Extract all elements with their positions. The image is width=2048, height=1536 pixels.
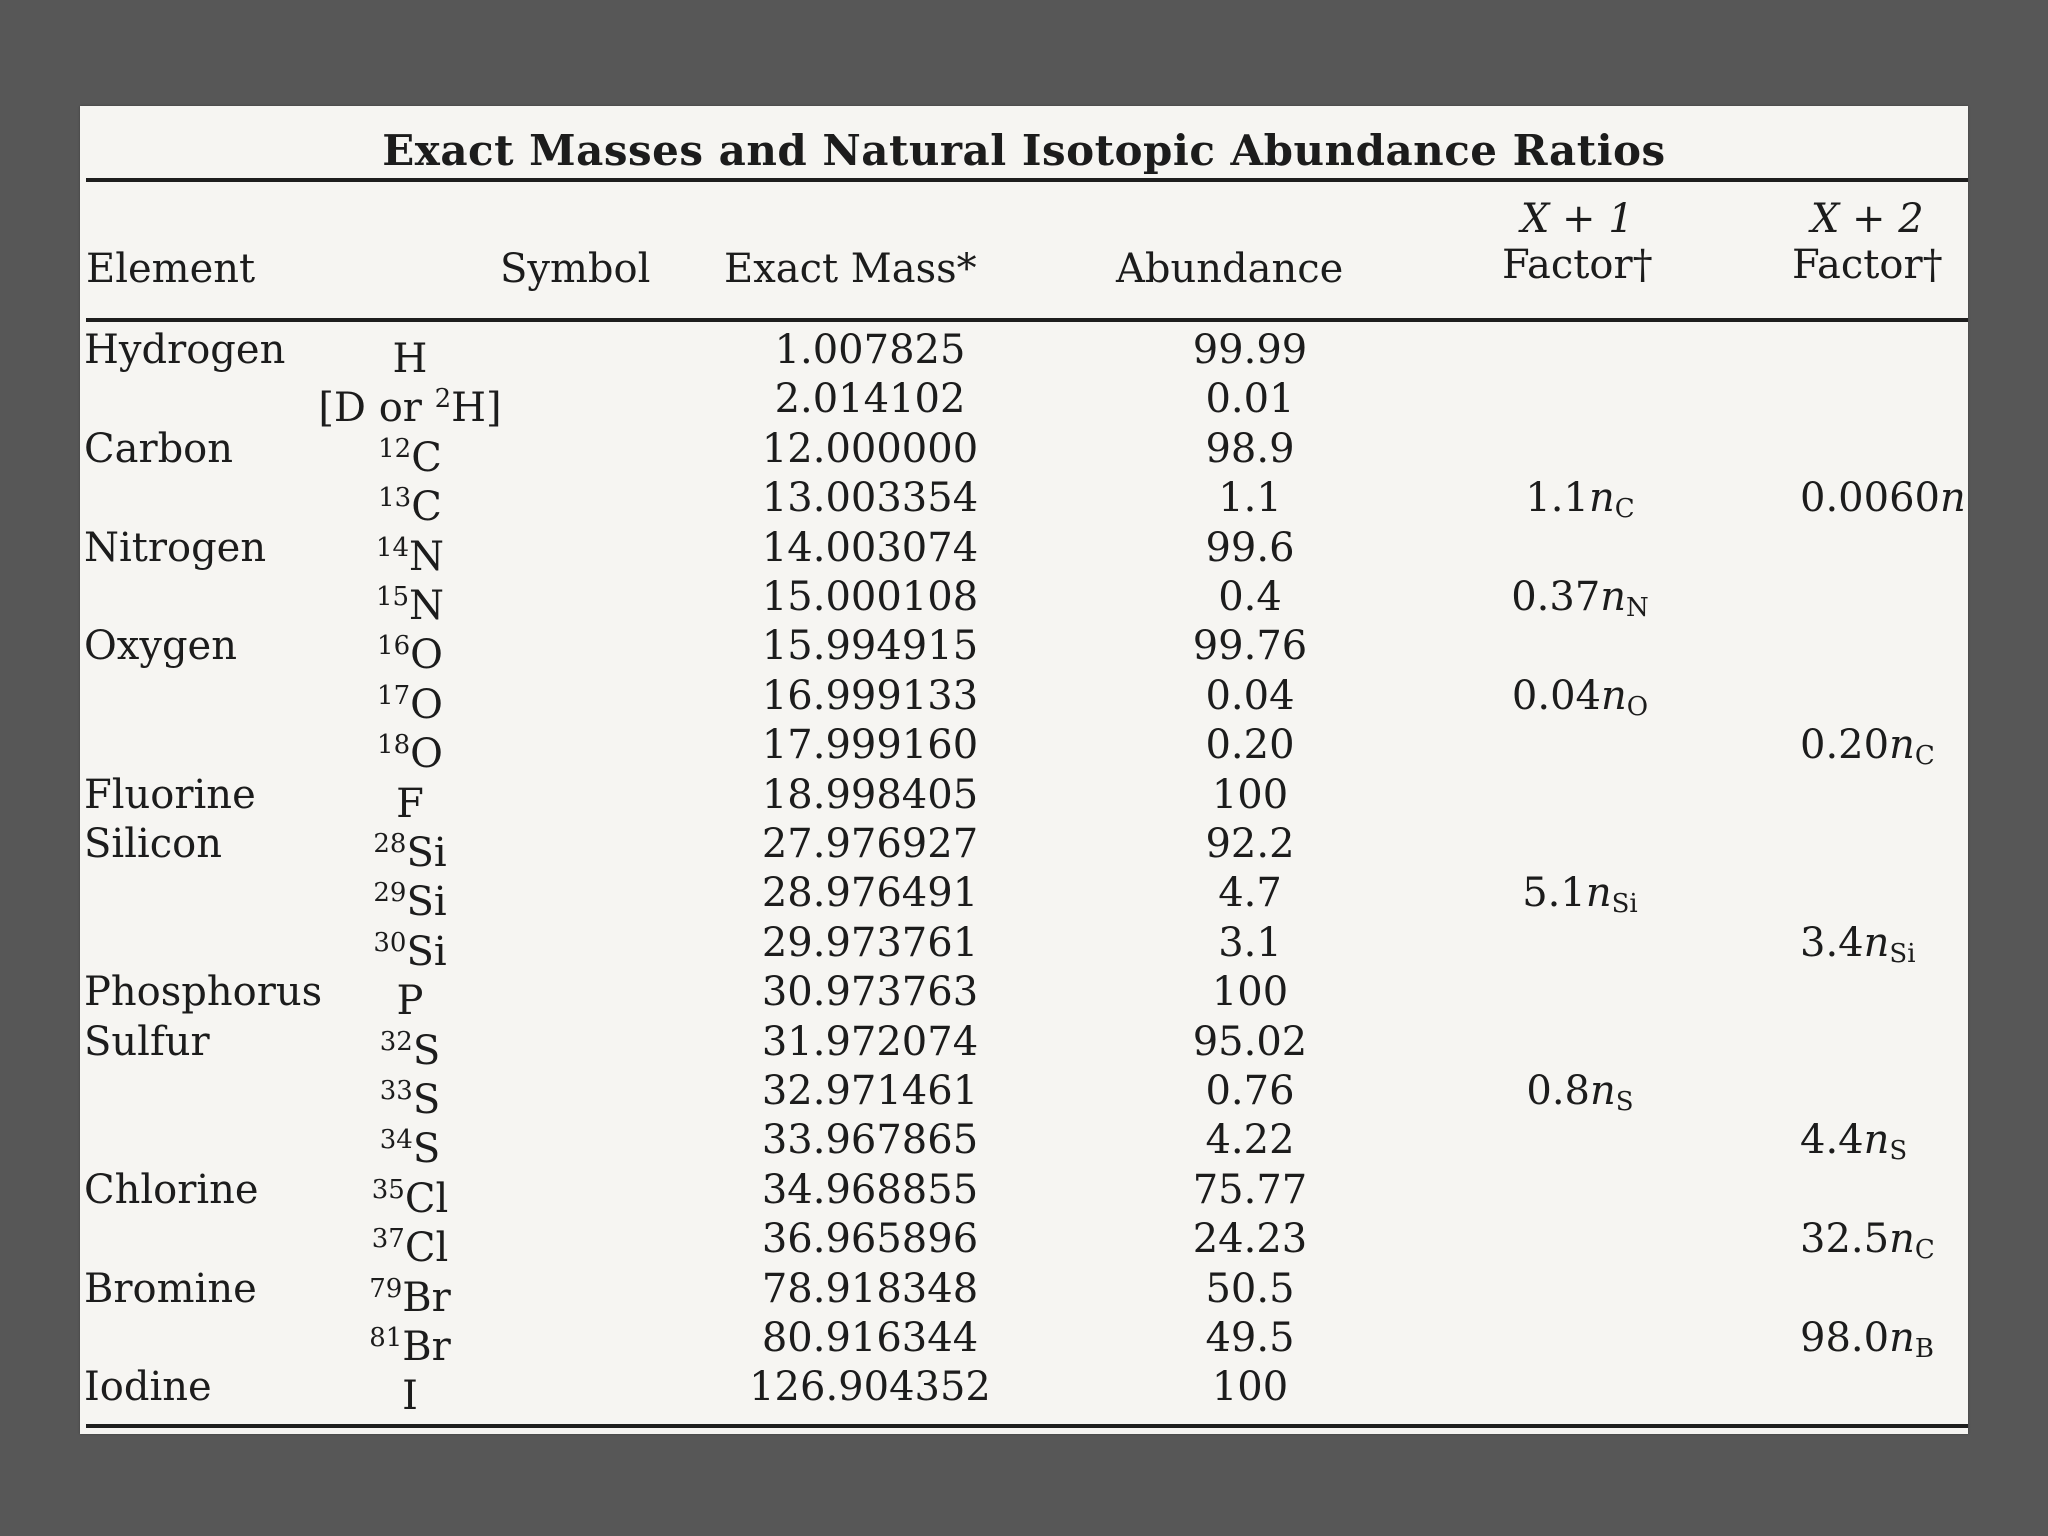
header-x2-top: X + 2 — [1810, 196, 1924, 242]
x2-coefficient: 3.4 — [1800, 919, 1864, 966]
mass-number: 18 — [377, 730, 411, 761]
mass-number: 33 — [379, 1076, 413, 1106]
abundance: 99.6 — [1205, 524, 1295, 571]
x2-coefficient: 32.5 — [1800, 1216, 1890, 1263]
symbol-main: S — [412, 1027, 441, 1074]
abundance: 0.20 — [1205, 722, 1295, 769]
table-row — [80, 326, 1968, 382]
table-row — [80, 573, 1968, 629]
symbol-main: S — [412, 1126, 441, 1173]
header-element: Element — [86, 246, 256, 292]
header-x2-factor — [1792, 196, 1943, 288]
table-title: Exact Masses and Natural Isotopic Abundance Ratios — [382, 126, 1666, 175]
x1-n: n — [1600, 672, 1627, 719]
header-x1-bottom: Factor† — [1502, 242, 1653, 288]
exact-mass: 13.003354 — [761, 475, 979, 522]
element-name: Carbon — [84, 425, 234, 472]
table-row — [80, 1166, 1968, 1222]
mass-number: 37 — [371, 1224, 405, 1255]
abundance: 50.5 — [1205, 1265, 1295, 1312]
x2-subscript: C — [1914, 741, 1935, 772]
abundance: 75.77 — [1192, 1166, 1308, 1213]
mass-number: 15 — [375, 582, 410, 612]
table-row — [80, 869, 1968, 926]
mass-number: 34 — [379, 1125, 413, 1156]
mass-number: 14 — [375, 532, 410, 563]
bottom-rule — [86, 1424, 1968, 1428]
table-row — [80, 1314, 1968, 1370]
header-exact-mass: Exact Mass* — [724, 246, 977, 292]
header-x1-top: X + 1 — [1520, 196, 1634, 242]
exact-mass: 29.973761 — [761, 919, 979, 966]
mass-number: 13 — [378, 483, 412, 514]
symbol-main: I — [402, 1373, 418, 1420]
x2-subscript: B — [1914, 1334, 1934, 1364]
table-row — [80, 1215, 1968, 1272]
mass-number: 12 — [378, 433, 412, 464]
table-row — [80, 771, 1968, 827]
abundance: 4.7 — [1218, 870, 1282, 917]
table-row — [80, 820, 1968, 876]
mass-number: 35 — [371, 1174, 405, 1205]
element-name: Phosphorus — [84, 969, 323, 1016]
symbol-main: Cl — [404, 1175, 449, 1222]
exact-mass: 14.003074 — [761, 524, 979, 571]
x1-n: n — [1588, 475, 1615, 522]
exact-mass: 2.014102 — [774, 376, 966, 423]
exact-mass: 1.007825 — [774, 327, 966, 373]
element-name: Chlorine — [84, 1166, 259, 1213]
x1-subscript: S — [1615, 1087, 1634, 1117]
symbol-main: Si — [406, 830, 447, 876]
symbol-main: O — [410, 681, 443, 728]
x1-n: n — [1585, 870, 1612, 917]
mass-number: 30 — [373, 927, 407, 958]
document-page — [80, 106, 1968, 1434]
x1-subscript: C — [1614, 494, 1635, 525]
table-row — [80, 1363, 1968, 1420]
table-row — [80, 919, 1968, 975]
symbol-main: Cl — [404, 1225, 449, 1272]
x2-coefficient: 0.0060 — [1800, 475, 1940, 522]
abundance: 95.02 — [1192, 1018, 1308, 1065]
x1-n: n — [1600, 574, 1627, 620]
table-row — [80, 721, 1968, 778]
symbol-main: Si — [406, 879, 447, 926]
x2-n: n — [1863, 919, 1890, 966]
x1-subscript: Si — [1611, 889, 1638, 920]
x2-subscript: S — [1889, 1136, 1908, 1167]
x1-coefficient: 0.8 — [1526, 1068, 1591, 1114]
symbol-main: P — [396, 978, 424, 1025]
exact-mass: 15.994915 — [761, 623, 979, 670]
symbol-main: H — [392, 336, 428, 382]
x2-n: n — [1889, 1315, 1915, 1361]
x2-coefficient: 98.0 — [1800, 1315, 1890, 1361]
mass-number: 16 — [377, 631, 411, 662]
element-name: Bromine — [84, 1265, 257, 1312]
header-abundance: Abundance — [1116, 246, 1344, 292]
table-row — [80, 968, 1968, 1025]
x1-n: n — [1590, 1068, 1616, 1114]
abundance: 0.4 — [1218, 574, 1282, 620]
abundance: 99.76 — [1192, 623, 1308, 670]
table-row — [80, 524, 1968, 580]
x1-coefficient: 1.1 — [1525, 475, 1589, 522]
mass-number: 17 — [377, 680, 411, 711]
element-name: Hydrogen — [84, 327, 286, 373]
abundance: 0.76 — [1205, 1068, 1295, 1114]
symbol-main: O — [410, 731, 443, 778]
abundance: 92.2 — [1205, 821, 1295, 867]
exact-mass: 31.972074 — [761, 1018, 979, 1065]
mass-number: 2 — [434, 384, 452, 415]
header-symbol: Symbol — [500, 246, 651, 292]
table-row — [80, 1116, 1968, 1173]
exact-mass: 12.000000 — [761, 425, 979, 472]
exact-mass: 36.965896 — [761, 1216, 979, 1263]
x2-n: n — [1863, 1117, 1890, 1164]
isotope-symbol — [230, 1363, 590, 1421]
x2-n: n — [1889, 722, 1915, 769]
table-row — [80, 425, 1968, 481]
exact-mass: 28.976491 — [761, 870, 979, 917]
symbol-main: N — [409, 533, 445, 580]
x2-coefficient: 4.4 — [1800, 1117, 1864, 1164]
symbol-main: H] — [451, 385, 502, 432]
x1-coefficient: 5.1 — [1522, 870, 1586, 917]
table-row — [80, 672, 1968, 728]
element-name: Iodine — [84, 1364, 212, 1411]
abundance: 100 — [1211, 771, 1289, 818]
abundance: 49.5 — [1205, 1315, 1295, 1361]
table-row — [80, 1067, 1968, 1123]
x1-coefficient: 0.04 — [1511, 672, 1601, 719]
symbol-main: N — [409, 583, 445, 629]
x2-n: n — [1889, 1216, 1915, 1263]
exact-mass: 126.904352 — [749, 1364, 991, 1411]
header-rule — [86, 318, 1968, 322]
x1-subscript: O — [1626, 691, 1649, 722]
exact-mass: 15.000108 — [761, 574, 979, 620]
symbol-main: C — [411, 434, 442, 481]
exact-mass: 34.968855 — [761, 1166, 979, 1213]
exact-mass: 33.967865 — [761, 1117, 979, 1164]
abundance: 99.99 — [1192, 327, 1308, 373]
abundance: 0.01 — [1205, 376, 1295, 423]
table-row — [80, 1018, 1968, 1074]
exact-mass: 17.999160 — [761, 722, 979, 769]
exact-mass: 18.998405 — [761, 771, 979, 818]
mass-number: 29 — [373, 878, 407, 909]
top-rule — [86, 178, 1968, 182]
abundance: 1.1 — [1218, 475, 1282, 522]
x2-subscript: Si — [1889, 938, 1916, 969]
table-row — [80, 474, 1968, 531]
header-x2-bottom: Factor† — [1792, 242, 1943, 288]
x1-subscript: N — [1626, 593, 1649, 623]
table-row — [80, 1265, 1968, 1321]
abundance: 98.9 — [1205, 425, 1295, 472]
mass-number: 79 — [369, 1273, 403, 1304]
symbol-main: C — [411, 484, 442, 531]
abundance: 3.1 — [1218, 919, 1282, 966]
element-name: Oxygen — [84, 623, 237, 670]
element-name: Fluorine — [84, 771, 256, 818]
symbol-prefix: [D or — [318, 385, 435, 432]
table-row — [80, 375, 1968, 432]
symbol-main: Br — [402, 1274, 451, 1321]
element-name: Sulfur — [84, 1018, 210, 1065]
abundance: 100 — [1211, 969, 1289, 1016]
x2-n: n — [1939, 475, 1966, 522]
abundance: 24.23 — [1192, 1216, 1308, 1263]
exact-mass: 27.976927 — [761, 821, 979, 867]
symbol-main: O — [410, 632, 443, 679]
symbol-main: Si — [406, 928, 447, 975]
symbol-main: S — [412, 1077, 441, 1123]
x2-coefficient: 0.20 — [1800, 722, 1890, 769]
exact-mass: 30.973763 — [761, 969, 979, 1016]
x2-subscript: C — [1914, 1235, 1935, 1266]
x1-coefficient: 0.37 — [1511, 574, 1601, 620]
exact-mass: 78.918348 — [761, 1265, 979, 1312]
exact-mass: 16.999133 — [761, 672, 979, 719]
element-name: Silicon — [84, 821, 223, 867]
mass-number: 81 — [369, 1323, 403, 1353]
abundance: 100 — [1211, 1364, 1289, 1411]
mass-number: 32 — [379, 1026, 413, 1057]
mass-number: 28 — [373, 829, 407, 859]
table-row — [80, 622, 1968, 679]
exact-mass: 32.971461 — [761, 1068, 979, 1114]
abundance: 0.04 — [1205, 672, 1295, 719]
header-x1-factor — [1502, 196, 1653, 288]
abundance: 4.22 — [1205, 1117, 1295, 1164]
symbol-main: F — [396, 780, 424, 827]
element-name: Nitrogen — [84, 524, 267, 571]
exact-mass: 80.916344 — [761, 1315, 979, 1361]
symbol-main: Br — [402, 1324, 451, 1370]
